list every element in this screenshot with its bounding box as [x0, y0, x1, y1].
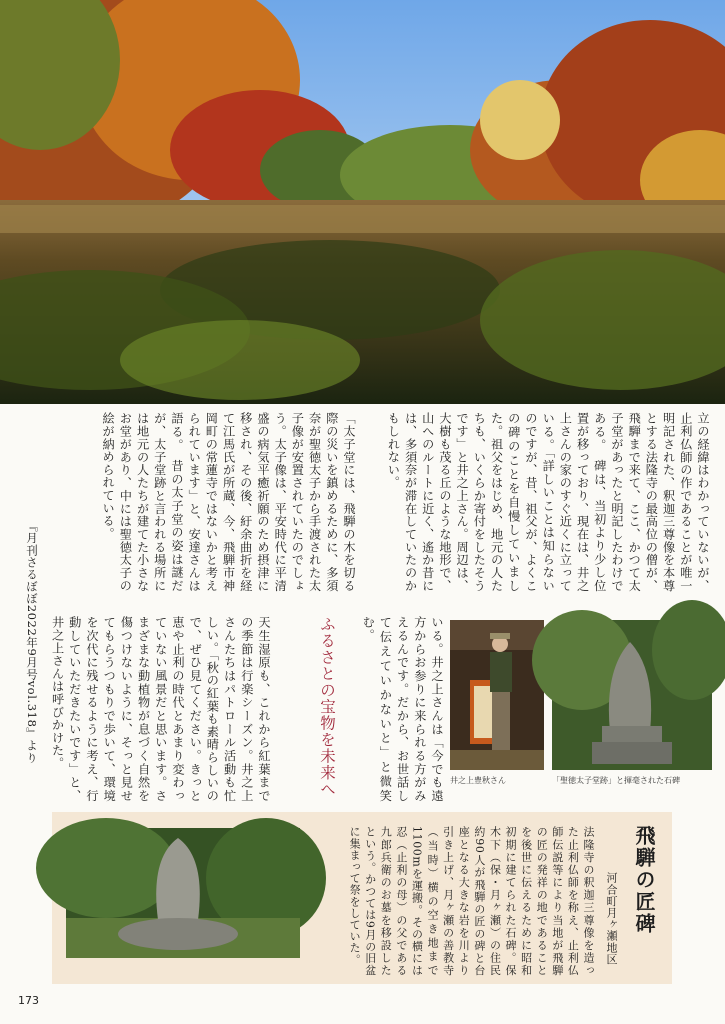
sidebar-subtitle: 河合町月ヶ瀬地区: [605, 872, 618, 965]
source-note: 『月刊さるぼぼ2022年9月号vol.318』より: [25, 520, 39, 764]
body-text-col-4: 天生湿原も、これから紅葉までの季節は行楽シーズン。井之上さんたちはパトロール活動も忙しい。「秋の紅葉も素晴らしいので、ぜひ見てください。きっと恵や止利の時代とあまり変わっていない風景だと思います。さまざまな動植物が息づく自然を傷つけないように、そっと見せてもらうつもりで歩いて、環境を次代に残せるように考え、行動していただきたいです」と、井之上さんは呼びかけた。: [50, 616, 271, 802]
body-text-col-3: いる。井之上さんは「今でも遠方からお参りに来られる方がみえるんです。だから、お世話して伝えていかないと」と微笑む。: [361, 616, 444, 802]
sidebar-title: 飛騨の匠碑: [632, 825, 656, 935]
body-text-col-1: 立の経緯はわかっていないが、止利仏師の作であることが唯一明記された、釈迦三尊像を本尊とする法隆寺の最高位の僧が、飛騨まで来て、ここ、かつて太子堂があったと明記したわけである。 碑は、当初より少し位置が移っており、現在は、井之上さんの家のすぐ近くに立っている。「詳しいことは知らないのですが、昔、祖父が、よくこの碑のことを自慢していました。祖父をはじめ、地元の人たちも、いくらか寄付をしたそうです」と井之上さん。周辺は、大樹も茂る丘のような地形で、山へのルートに近く、遙か昔には、多須奈が滞在していたのかもしれない。: [386, 412, 710, 592]
photo-hida-monument: [66, 828, 300, 958]
caption-man: 井之上豊秋さん: [450, 776, 506, 785]
sidebar-text: 法隆寺の釈迦三尊像を造った止利仏師を称え、止利仏師伝説等により当地が飛騨の匠の発祥の地であることを後世に伝えるために昭和初期に建てられた石碑。保木下（保・月ヶ瀬）の住民約90人が飛騨の匠の碑と台座となる大きな岩を川より引き上げ、月ヶ瀬の善教寺（当時）横の空き地まで1100mを運搬。その横には忍（止利の母）の父である九郎兵衛のお墓を移設したという。かつては9月の旧盆に集まって祭をしていた。: [348, 826, 595, 976]
photo-monument: [552, 620, 712, 770]
section-heading: ふるさとの宝物を未来へ: [318, 616, 336, 798]
page-number: 173: [18, 994, 39, 1007]
hero-photo: [0, 0, 725, 404]
photo-man: [450, 620, 544, 770]
body-text-col-2-left: 「太子堂には、飛騨の木を切る際の災いを鎮めるために、多須奈が聖徳太子から手渡された太子像が安置されていたのでしょう。太子像は、平安時代に平清盛の病気平癒祈願のため摂津に移され、その後、紆余曲折を経て江馬氏が所蔵、今、飛騨市神岡町の常蓮寺ではないかと考えられています」と、安達さんは語る。 昔の太子堂の姿は謎だが、太子堂跡と言われる場所には地元の人たちが建てた小さなお堂があり、中には聖徳太子の絵が納められている。: [101, 412, 356, 592]
caption-monument: 「聖徳太子堂跡」と揮毫された石碑: [552, 776, 680, 785]
